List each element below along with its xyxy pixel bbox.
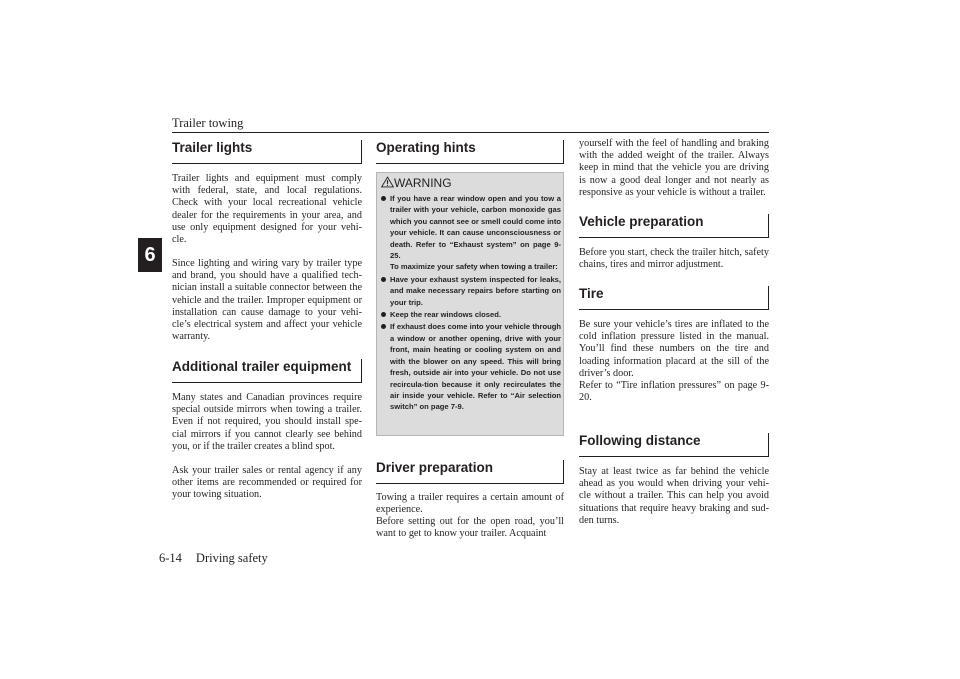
warning-item-text: If exhaust does come into your vehicle through a window or another opening, drive with your front, main heating or cooling system on and with the blower on any speed. This will bring fresh, outside air into your vehicle. Do not use recircula-tion because it only recirculates the air inside your vehicle. Refer to “Air selection switch” on page 7-9. (390, 322, 561, 412)
driver-preparation-paragraph-1: Towing a trailer requires a certain amount of experience. (376, 492, 564, 516)
following-distance-paragraph: Stay at least twice as far behind the vehicle ahead as you would when driving your vehi-cle without a trailer. This can help you avoid situations that require heavy braking and sud-den turns. (579, 466, 769, 526)
heading-trailer-lights: Trailer lights (172, 140, 362, 164)
tire-paragraph-2: Refer to “Tire inflation pressures” on page 9-20. (579, 380, 769, 404)
warning-item-text: Keep the rear windows closed. (390, 310, 501, 320)
heading-additional-trailer-equipment: Additional trailer equipment (172, 359, 362, 383)
header-rule (172, 132, 769, 133)
tire-paragraph-1: Be sure your vehicle’s tires are inflated to the cold inflation pressure listed in the manual. You’ll find these numbers on the tire and loading information placard at the sill of the driver’s door. (579, 319, 769, 379)
warning-item-subtext: To maximize your safety when towing a trailer: (390, 262, 558, 272)
additional-equipment-paragraph-2: Ask your trailer sales or rental agency if any other items are recommended or required for your towing situation. (172, 465, 362, 501)
warning-triangle-icon (381, 176, 394, 188)
page-number: 6-14 (159, 551, 182, 565)
heading-operating-hints: Operating hints (376, 140, 564, 164)
warning-list (381, 193, 561, 414)
bullet-icon (381, 196, 386, 201)
vehicle-preparation-paragraph: Before you start, check the trailer hitch, safety chains, tires and mirror adjustment. (579, 247, 769, 271)
running-header-title: Trailer towing (172, 116, 244, 130)
trailer-lights-paragraph-1: Trailer lights and equipment must comply with federal, state, and local regulations. Check with your local recreational vehicle dealer for the requirements in your area, and use only equipment designed for your vehi-cle. (172, 173, 362, 246)
page-footer (159, 551, 268, 566)
warning-box (376, 172, 564, 436)
heading-vehicle-preparation: Vehicle preparation (579, 214, 769, 238)
driver-preparation-paragraph-2: Before setting out for the open road, you’ll want to get to know your trailer. Acquaint (376, 516, 564, 540)
heading-driver-preparation: Driver preparation (376, 460, 564, 484)
additional-equipment-paragraph-1: Many states and Canadian provinces require special outside mirrors when towing a trailer. Even if not required, you should install spe-cial mirrors if you cannot clearly see behind you, or if the trailer creates a blind spot. (172, 392, 362, 452)
continued-paragraph: yourself with the feel of handling and braking with the added weight of the trailer. Always keep in mind that the vehicle you are driving is now a good deal longer and not nearly as responsive as your vehicle is without a trailer. (579, 138, 769, 198)
bullet-icon (381, 324, 386, 329)
warning-item (381, 321, 561, 412)
warning-label: WARNING (394, 176, 452, 190)
footer-section-name: Driving safety (195, 551, 268, 565)
bullet-icon (381, 312, 386, 317)
warning-item (381, 193, 561, 273)
warning-item-text: If you have a rear window open and you tow a trailer with your vehicle, carbon monoxide gas which you cannot see or smell could come into your vehicle. It can cause unconsciousness or death. Refer to “Exhaust system” on page 9-25. (390, 194, 561, 261)
heading-tire: Tire (579, 286, 769, 310)
warning-item (381, 274, 561, 308)
heading-following-distance: Following distance (579, 433, 769, 457)
chapter-tab: 6 (138, 238, 162, 272)
warning-header (381, 176, 452, 190)
trailer-lights-paragraph-2: Since lighting and wiring vary by trailer type and brand, you should have a qualified tech-nician install a suitable connector between the vehicle and the trailer. Improper equipment or installation can cause damage to your vehi-cle’s electrical system and affect your vehicle warranty. (172, 258, 362, 343)
warning-item-text: Have your exhaust system inspected for leaks, and make necessary repairs before starting on your trip. (390, 274, 561, 307)
warning-item (381, 309, 561, 320)
bullet-icon (381, 277, 386, 282)
